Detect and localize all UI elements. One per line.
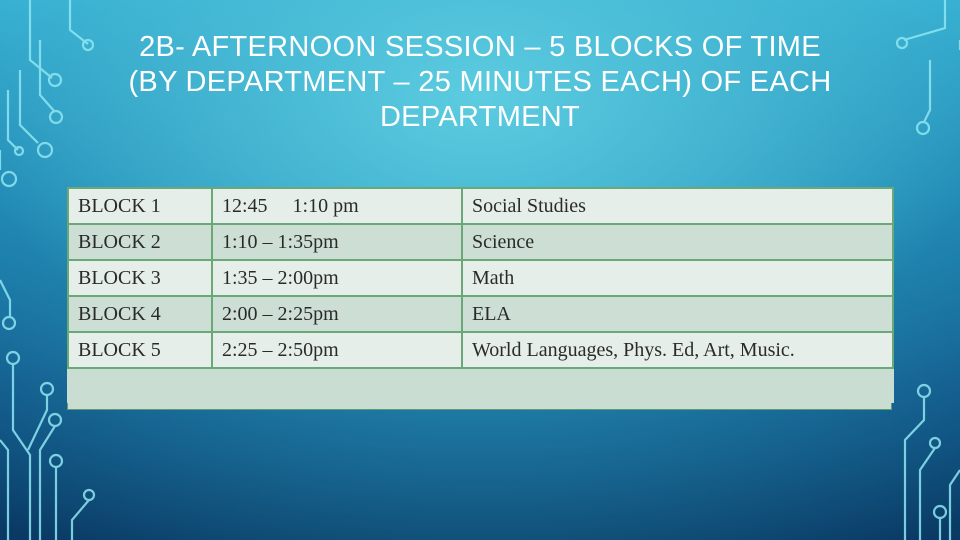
title-line: 2B- AFTERNOON SESSION – 5 BLOCKS OF TIME <box>139 31 821 63</box>
circuit-node <box>930 438 940 448</box>
empty-row <box>68 368 893 402</box>
subject-cell: Social Studies <box>462 188 893 224</box>
subject-cell: World Languages, Phys. Ed, Art, Music. <box>462 332 893 368</box>
subject-cell: Science <box>462 224 893 260</box>
time-cell: 2:25 – 2:50pm <box>212 332 462 368</box>
title-line: DEPARTMENT <box>379 101 581 133</box>
subject-cell: ELA <box>462 296 893 332</box>
time-cell: 1:35 – 2:00pm <box>212 260 462 296</box>
circuit-node <box>84 490 94 500</box>
schedule-table <box>67 187 892 410</box>
circuit-node <box>38 143 52 157</box>
circuit-node <box>934 506 946 518</box>
table-row <box>68 332 893 368</box>
time-cell: 1:10 – 1:35pm <box>212 224 462 260</box>
circuit-node <box>41 383 53 395</box>
circuit-line <box>0 280 10 318</box>
circuit-line <box>40 426 55 540</box>
circuit-node <box>2 172 16 186</box>
slide-title <box>60 30 900 135</box>
title-line: (BY DEPARTMENT – 25 MINUTES EACH) OF EACH <box>128 66 832 98</box>
empty-cell <box>68 368 893 402</box>
circuit-line <box>924 60 930 122</box>
block-cell: BLOCK 4 <box>68 296 212 332</box>
block-cell: BLOCK 3 <box>68 260 212 296</box>
circuit-line <box>20 70 38 143</box>
table-row <box>68 224 893 260</box>
table-row <box>68 260 893 296</box>
circuit-node <box>15 147 23 155</box>
blocks-table <box>67 187 894 403</box>
block-cell: BLOCK 1 <box>68 188 212 224</box>
time-cell: 2:00 – 2:25pm <box>212 296 462 332</box>
table-row <box>68 188 893 224</box>
block-cell: BLOCK 5 <box>68 332 212 368</box>
circuit-node <box>3 317 15 329</box>
circuit-line <box>8 90 18 150</box>
circuit-line <box>904 0 945 40</box>
circuit-node <box>918 385 930 397</box>
circuit-node <box>917 122 929 134</box>
circuit-line <box>950 470 960 540</box>
block-cell: BLOCK 2 <box>68 224 212 260</box>
circuit-line <box>0 440 8 540</box>
circuit-node <box>50 455 62 467</box>
circuit-line <box>72 500 89 540</box>
subject-cell: Math <box>462 260 893 296</box>
circuit-line <box>920 448 935 540</box>
circuit-line <box>13 364 30 540</box>
circuit-node <box>49 414 61 426</box>
table-row <box>68 296 893 332</box>
circuit-node <box>7 352 19 364</box>
circuit-line <box>40 40 55 112</box>
time-cell: 12:45 1:10 pm <box>212 188 462 224</box>
